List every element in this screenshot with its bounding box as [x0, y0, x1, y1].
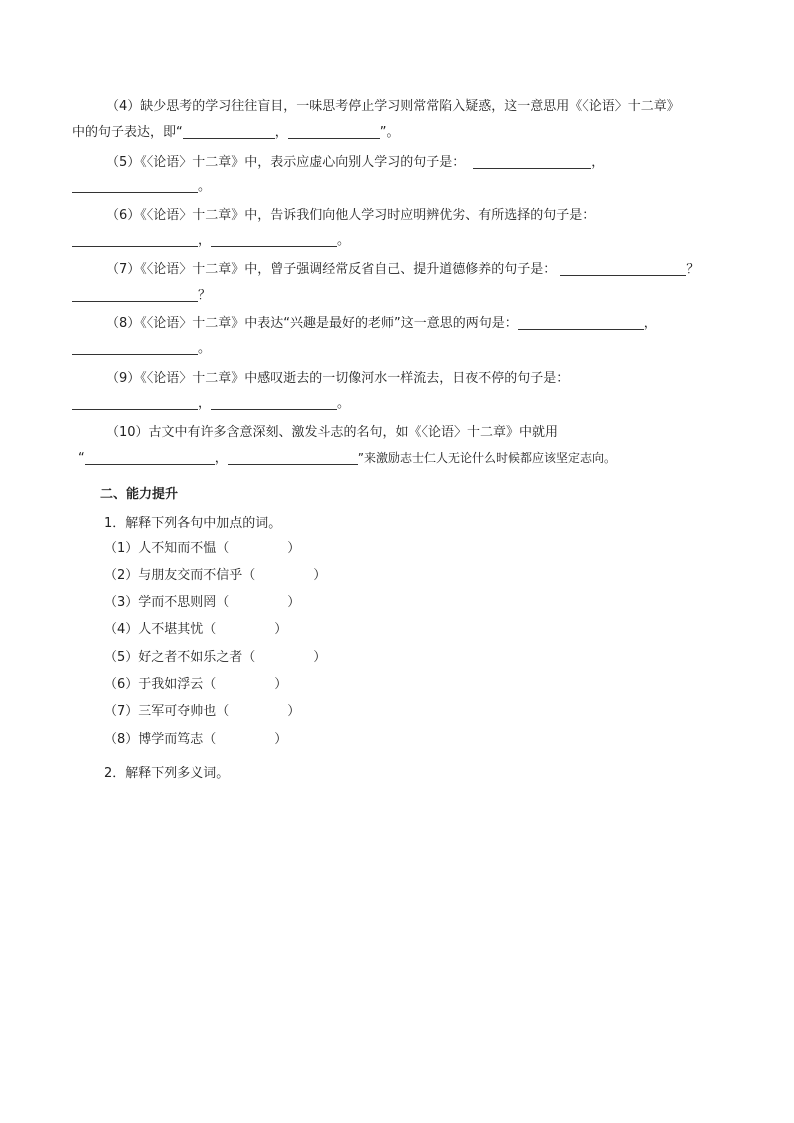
q4-text2b: ”。: [379, 125, 400, 140]
item-close: ）: [287, 541, 301, 556]
q9-text1: （9）《〈论语〉十二章》中感叹逝去的一切像河水一样流去，日夜不停的句子是：: [106, 371, 570, 386]
q4-text2a: 中的句子表达，即“: [72, 125, 183, 140]
q9-blank-2[interactable]: [211, 395, 337, 410]
q5-text1: （5）《〈论语〉十二章》中，表示应虚心向别人学习的句子是：: [106, 155, 466, 170]
q8-end: 。: [198, 341, 212, 356]
q5-blank-2[interactable]: [72, 178, 198, 193]
q9-blank-1[interactable]: [72, 395, 198, 410]
q6-blank-2[interactable]: [211, 232, 337, 247]
list-item: [104, 594, 300, 612]
item-text: （2）与朋友交而不信乎（: [104, 568, 256, 583]
q8-blank-2[interactable]: [72, 340, 198, 355]
item-close: ）: [287, 595, 301, 610]
q5-blank-1[interactable]: [473, 154, 591, 169]
item-close: ）: [274, 677, 288, 692]
q6-text1: （6）《〈论语〉十二章》中，告诉我们向他人学习时应明辨优劣、有所选择的句子是：: [106, 208, 596, 223]
q8-line1: [106, 315, 657, 333]
q5-end: 。: [198, 179, 212, 194]
item-text: （7）三军可夺帅也（: [104, 704, 230, 719]
q9-sep: ，: [198, 396, 212, 411]
item-text: （5）好之者不如乐之者（: [104, 650, 256, 665]
item-close: ）: [274, 732, 288, 747]
q6-line2: [72, 232, 350, 250]
q10-open: “: [78, 451, 85, 466]
list-item: [104, 567, 326, 585]
q6-blank-1[interactable]: [72, 232, 198, 247]
item-close: ）: [313, 650, 327, 665]
list-item: [104, 540, 300, 558]
list-item: [104, 649, 326, 667]
q10-text1: （10）古文中有许多含意深刻、激发斗志的名句，如《〈论语〉十二章》中就用: [106, 425, 559, 440]
q7-end: ？: [198, 288, 212, 303]
q10-sep: ，: [214, 451, 228, 466]
q7-blank-2[interactable]: [72, 287, 198, 302]
q4-blank-1[interactable]: [183, 124, 275, 139]
q10-line1: [106, 424, 558, 442]
q10-blank-2[interactable]: [228, 450, 358, 465]
item-close: ）: [274, 622, 288, 637]
item-text: （3）学而不思则罔（: [104, 595, 230, 610]
q6-line1: [106, 207, 595, 225]
list-item: [104, 703, 300, 721]
item-text: （8）博学而笃志（: [104, 732, 217, 747]
q10-end: ”来激励志士仁人无论什么时候都应该坚定志向。: [357, 451, 616, 465]
item-text: （1）人不知而不愠（: [104, 541, 230, 556]
list-item: [104, 621, 287, 639]
item-close: ）: [287, 704, 301, 719]
item-close: ）: [313, 568, 327, 583]
q5-line1: [106, 154, 604, 172]
q8-text1: （8）《〈论语〉十二章》中表达“兴趣是最好的老师”这一意思的两句是：: [106, 316, 518, 331]
section2-task2: 2．解释下列多义词。: [104, 766, 230, 781]
q10-blank-1[interactable]: [85, 450, 215, 465]
q8-sep: ，: [643, 316, 657, 331]
q8-line2: [72, 340, 211, 358]
q5-line2: [72, 178, 211, 196]
q4-line2: [72, 124, 400, 142]
q10-line2: [78, 449, 616, 468]
q9-line2: [72, 395, 350, 413]
q7-line1: [106, 261, 699, 279]
q6-sep: ，: [198, 233, 212, 248]
section2-title: 二、能力提升: [100, 487, 179, 502]
q7-blank-1[interactable]: [560, 261, 686, 276]
q4-sep: ，: [274, 125, 288, 140]
item-text: （6）于我如浮云（: [104, 677, 217, 692]
q6-end: 。: [337, 233, 351, 248]
q4-text1: （4）缺少思考的学习往往盲目，一味思考停止学习则常常陷入疑惑，这一意思用《〈论语〉十二章》: [106, 99, 680, 114]
q5-sep: ，: [591, 155, 605, 170]
q9-line1: [106, 370, 569, 388]
q7-q: ？: [686, 262, 700, 277]
q4-blank-2[interactable]: [288, 124, 380, 139]
q7-text1: （7）《〈论语〉十二章》中，曾子强调经常反省自己、提升道德修养的句子是：: [106, 262, 557, 277]
q9-end: 。: [337, 396, 351, 411]
q7-line2: [72, 287, 211, 305]
list-item: [104, 731, 287, 749]
q4-line1: [106, 98, 680, 116]
section2-task1: 1．解释下列各句中加点的词。: [104, 516, 282, 531]
item-text: （4）人不堪其忧（: [104, 622, 217, 637]
list-item: [104, 676, 287, 694]
q8-blank-1[interactable]: [518, 315, 644, 330]
